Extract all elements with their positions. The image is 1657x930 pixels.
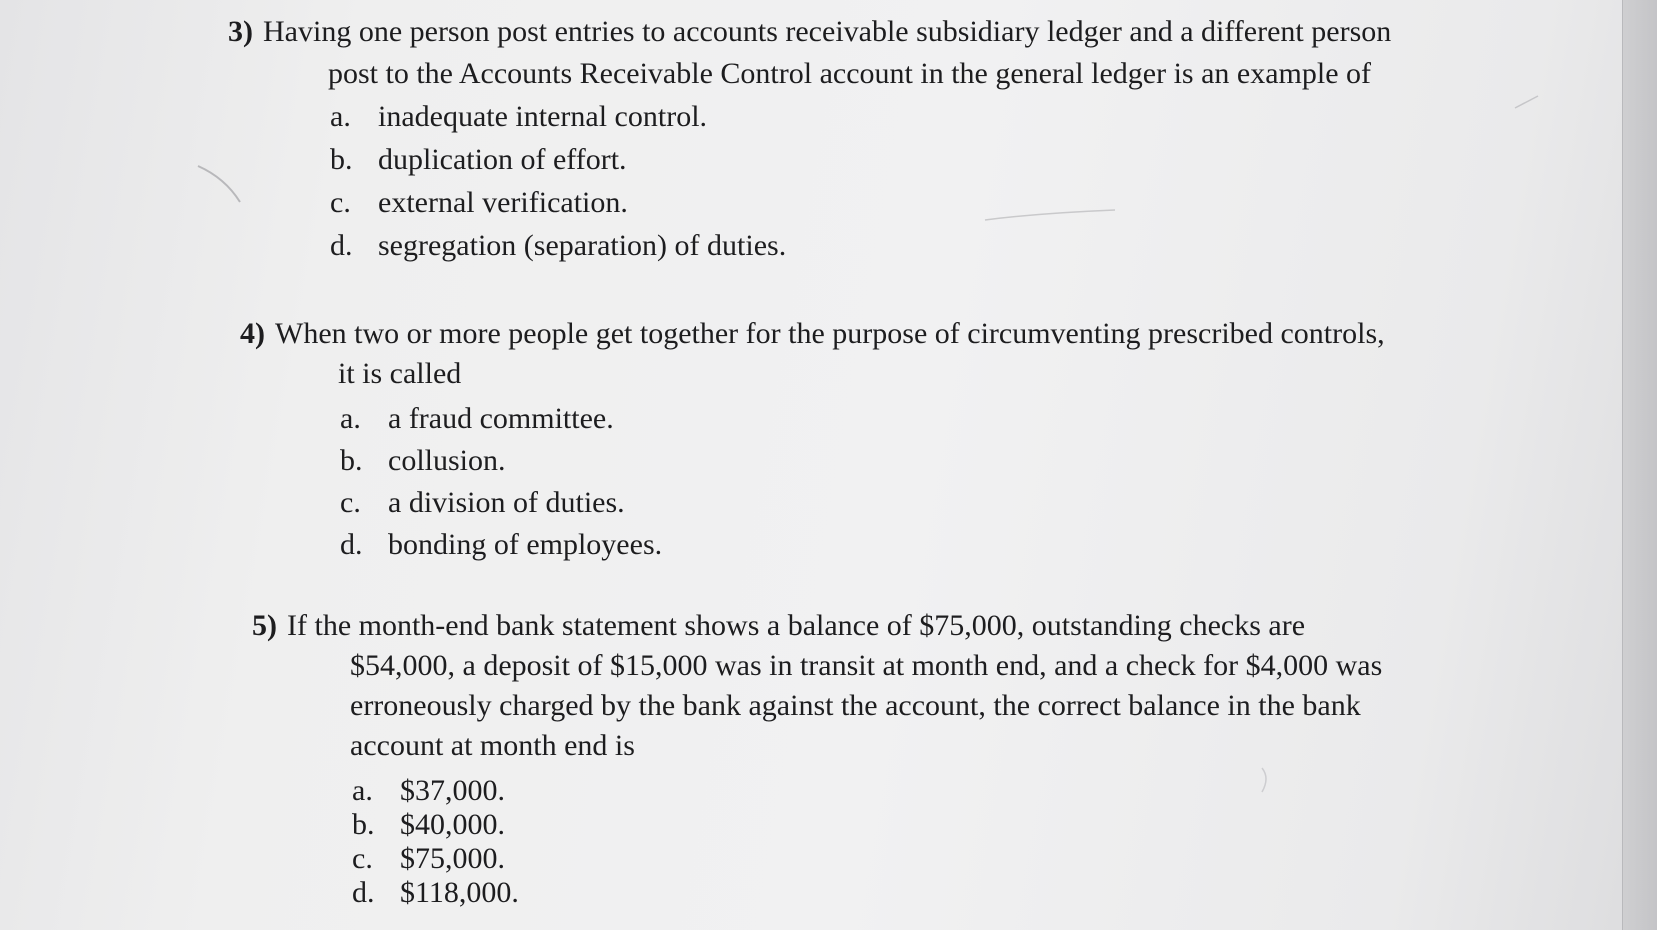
question-3-number: 3): [228, 15, 253, 48]
question-4-option-b: b. collusion.: [340, 444, 506, 477]
question-4-stem-line-2: it is called: [338, 357, 462, 390]
question-5: [252, 608, 1383, 762]
question-5-stem-line-1: 5) If the month-end bank statement shows a balance of $75,000, outstanding checks are: [252, 609, 1306, 642]
question-3: [228, 14, 1392, 90]
question-5-option-a: a. $37,000.: [352, 774, 505, 807]
question-5-stem-line-3: erroneously charged by the bank against the account, the correct balance in the bank: [350, 689, 1361, 722]
question-4-option-c: c. a division of duties.: [340, 486, 625, 519]
question-4: [240, 316, 1385, 388]
question-3-stem-line-1: 3) Having one person post entries to accounts receivable subsidiary ledger and a different person: [228, 15, 1392, 48]
question-5-number: 5): [252, 609, 277, 642]
question-3-option-d: d. segregation (separation) of duties.: [330, 229, 787, 262]
question-3-stem-line-2: post to the Accounts Receivable Control account in the general ledger is an example of: [328, 57, 1371, 90]
question-4-option-a: a. a fraud committee.: [340, 402, 614, 435]
question-3-option-b: b. duplication of effort.: [330, 143, 627, 176]
question-5-option-c: c. $75,000.: [352, 842, 505, 875]
question-3-option-c: c. external verification.: [330, 186, 628, 219]
question-4-option-d: d. bonding of employees.: [340, 528, 663, 561]
question-5-stem-line-4: account at month end is: [350, 729, 635, 762]
question-3-option-a: a. inadequate internal control.: [330, 100, 708, 133]
question-5-option-d: d. $118,000.: [352, 876, 519, 909]
question-4-stem-line-1: 4) When two or more people get together for the purpose of circumventing prescribed controls,: [240, 317, 1385, 350]
question-5-option-b: b. $40,000.: [352, 808, 505, 841]
question-4-number: 4): [240, 317, 265, 350]
question-5-stem-line-2: $54,000, a deposit of $15,000 was in transit at month end, and a check for $4,000 was: [350, 649, 1383, 682]
